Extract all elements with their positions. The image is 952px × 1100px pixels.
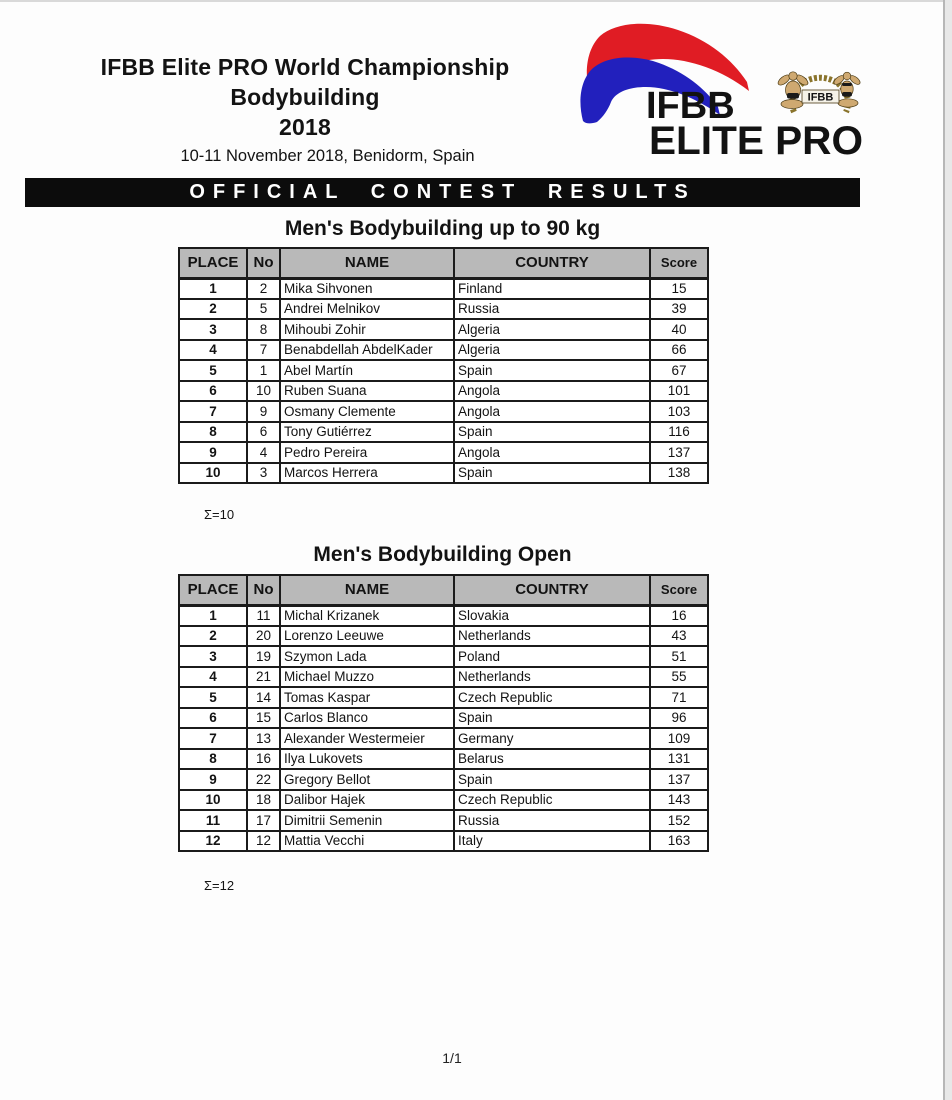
header-score: Score bbox=[650, 575, 708, 605]
name-cell: Mika Sihvonen bbox=[280, 278, 454, 299]
place-cell: 1 bbox=[179, 605, 247, 626]
place-cell: 2 bbox=[179, 626, 247, 647]
table-row bbox=[179, 381, 708, 402]
no-cell: 20 bbox=[247, 626, 280, 647]
results-table-90kg bbox=[178, 247, 709, 484]
score-cell: 116 bbox=[650, 422, 708, 443]
name-cell: Lorenzo Leeuwe bbox=[280, 626, 454, 647]
table-row bbox=[179, 749, 708, 770]
table-row bbox=[179, 646, 708, 667]
name-cell: Michal Krizanek bbox=[280, 605, 454, 626]
no-cell: 16 bbox=[247, 749, 280, 770]
name-cell: Osmany Clemente bbox=[280, 401, 454, 422]
name-cell: Pedro Pereira bbox=[280, 442, 454, 463]
score-cell: 137 bbox=[650, 442, 708, 463]
event-date-location: 10-11 November 2018, Benidorm, Spain bbox=[180, 147, 475, 165]
country-cell: Slovakia bbox=[454, 605, 650, 626]
name-cell: Tony Gutiérrez bbox=[280, 422, 454, 443]
table-row bbox=[179, 463, 708, 484]
results-table-open bbox=[178, 574, 709, 852]
table-row bbox=[179, 422, 708, 443]
score-cell: 55 bbox=[650, 667, 708, 688]
country-cell: Netherlands bbox=[454, 626, 650, 647]
table-row bbox=[179, 728, 708, 749]
no-cell: 13 bbox=[247, 728, 280, 749]
table-row bbox=[179, 401, 708, 422]
place-cell: 11 bbox=[179, 810, 247, 831]
country-cell: Spain bbox=[454, 769, 650, 790]
score-cell: 103 bbox=[650, 401, 708, 422]
score-cell: 39 bbox=[650, 299, 708, 320]
no-cell: 21 bbox=[247, 667, 280, 688]
country-cell: Angola bbox=[454, 442, 650, 463]
header-score: Score bbox=[650, 248, 708, 278]
country-cell: Czech Republic bbox=[454, 687, 650, 708]
place-cell: 7 bbox=[179, 728, 247, 749]
name-cell: Alexander Westermeier bbox=[280, 728, 454, 749]
table-row bbox=[179, 442, 708, 463]
score-cell: 137 bbox=[650, 769, 708, 790]
name-cell: Szymon Lada bbox=[280, 646, 454, 667]
country-cell: Algeria bbox=[454, 340, 650, 361]
score-cell: 152 bbox=[650, 810, 708, 831]
name-cell: Dalibor Hajek bbox=[280, 790, 454, 811]
logo-text-ifbb: IFBB bbox=[646, 85, 735, 127]
ifbb-emblem bbox=[776, 72, 861, 112]
name-cell: Marcos Herrera bbox=[280, 463, 454, 484]
country-cell: Italy bbox=[454, 831, 650, 852]
country-cell: Spain bbox=[454, 708, 650, 729]
table-row bbox=[179, 340, 708, 361]
country-cell: Czech Republic bbox=[454, 790, 650, 811]
score-cell: 138 bbox=[650, 463, 708, 484]
country-cell: Russia bbox=[454, 810, 650, 831]
place-cell: 8 bbox=[179, 422, 247, 443]
emblem-text-ifbb: IFBB bbox=[807, 91, 834, 104]
no-cell: 3 bbox=[247, 463, 280, 484]
table-row bbox=[179, 790, 708, 811]
place-cell: 3 bbox=[179, 319, 247, 340]
score-cell: 71 bbox=[650, 687, 708, 708]
no-cell: 4 bbox=[247, 442, 280, 463]
place-cell: 9 bbox=[179, 442, 247, 463]
ifbb-elite-pro-logo bbox=[576, 14, 878, 172]
table-row bbox=[179, 360, 708, 381]
score-cell: 143 bbox=[650, 790, 708, 811]
table1-title: Men's Bodybuilding up to 90 kg bbox=[284, 217, 601, 240]
official-results-banner: OFFICIAL CONTEST RESULTS bbox=[25, 178, 860, 207]
place-cell: 8 bbox=[179, 749, 247, 770]
no-cell: 15 bbox=[247, 708, 280, 729]
name-cell: Ilya Lukovets bbox=[280, 749, 454, 770]
country-cell: Angola bbox=[454, 381, 650, 402]
country-cell: Russia bbox=[454, 299, 650, 320]
place-cell: 4 bbox=[179, 340, 247, 361]
table-row bbox=[179, 278, 708, 299]
score-cell: 51 bbox=[650, 646, 708, 667]
no-cell: 2 bbox=[247, 278, 280, 299]
page-number: 1/1 bbox=[442, 1050, 462, 1066]
table-row bbox=[179, 605, 708, 626]
country-cell: Spain bbox=[454, 360, 650, 381]
place-cell: 10 bbox=[179, 790, 247, 811]
name-cell: Andrei Melnikov bbox=[280, 299, 454, 320]
place-cell: 4 bbox=[179, 667, 247, 688]
name-cell: Benabdellah AbdelKader bbox=[280, 340, 454, 361]
header-country: COUNTRY bbox=[454, 248, 650, 278]
scan-edge-right-line bbox=[943, 0, 945, 1100]
name-cell: Tomas Kaspar bbox=[280, 687, 454, 708]
score-cell: 67 bbox=[650, 360, 708, 381]
score-cell: 96 bbox=[650, 708, 708, 729]
score-cell: 101 bbox=[650, 381, 708, 402]
name-cell: Mattia Vecchi bbox=[280, 831, 454, 852]
country-cell: Finland bbox=[454, 278, 650, 299]
no-cell: 5 bbox=[247, 299, 280, 320]
place-cell: 10 bbox=[179, 463, 247, 484]
no-cell: 18 bbox=[247, 790, 280, 811]
country-cell: Germany bbox=[454, 728, 650, 749]
place-cell: 3 bbox=[179, 646, 247, 667]
header-place: PLACE bbox=[179, 575, 247, 605]
place-cell: 12 bbox=[179, 831, 247, 852]
no-cell: 12 bbox=[247, 831, 280, 852]
place-cell: 6 bbox=[179, 381, 247, 402]
table-row bbox=[179, 810, 708, 831]
no-cell: 17 bbox=[247, 810, 280, 831]
country-cell: Algeria bbox=[454, 319, 650, 340]
score-cell: 163 bbox=[650, 831, 708, 852]
table-row bbox=[179, 769, 708, 790]
table2-title: Men's Bodybuilding Open bbox=[313, 543, 572, 566]
table-row bbox=[179, 831, 708, 852]
name-cell: Dimitrii Semenin bbox=[280, 810, 454, 831]
document-title-line1: IFBB Elite PRO World Championship Bodybuilding bbox=[100, 54, 510, 110]
table-row bbox=[179, 626, 708, 647]
logo-text-elite-pro: ELITE PRO bbox=[649, 119, 863, 163]
no-cell: 11 bbox=[247, 605, 280, 626]
no-cell: 19 bbox=[247, 646, 280, 667]
name-cell: Ruben Suana bbox=[280, 381, 454, 402]
table-header-row bbox=[179, 248, 708, 278]
place-cell: 1 bbox=[179, 278, 247, 299]
place-cell: 5 bbox=[179, 687, 247, 708]
header-country: COUNTRY bbox=[454, 575, 650, 605]
table-row bbox=[179, 667, 708, 688]
no-cell: 22 bbox=[247, 769, 280, 790]
country-cell: Spain bbox=[454, 422, 650, 443]
name-cell: Michael Muzzo bbox=[280, 667, 454, 688]
table1-total: Σ=10 bbox=[204, 507, 235, 522]
name-cell: Gregory Bellot bbox=[280, 769, 454, 790]
table-row bbox=[179, 299, 708, 320]
no-cell: 14 bbox=[247, 687, 280, 708]
table2-total: Σ=12 bbox=[204, 878, 235, 893]
scan-edge-top bbox=[0, 0, 952, 2]
table-row bbox=[179, 708, 708, 729]
no-cell: 6 bbox=[247, 422, 280, 443]
score-cell: 66 bbox=[650, 340, 708, 361]
no-cell: 7 bbox=[247, 340, 280, 361]
header-no: No bbox=[247, 248, 280, 278]
table-row bbox=[179, 319, 708, 340]
score-cell: 43 bbox=[650, 626, 708, 647]
scan-edge-right bbox=[945, 0, 952, 1100]
score-cell: 16 bbox=[650, 605, 708, 626]
header-name: NAME bbox=[280, 248, 454, 278]
country-cell: Belarus bbox=[454, 749, 650, 770]
place-cell: 5 bbox=[179, 360, 247, 381]
header-place: PLACE bbox=[179, 248, 247, 278]
score-cell: 15 bbox=[650, 278, 708, 299]
document-title bbox=[30, 52, 580, 142]
score-cell: 131 bbox=[650, 749, 708, 770]
document-title-line2: 2018 bbox=[279, 114, 331, 140]
country-cell: Poland bbox=[454, 646, 650, 667]
place-cell: 9 bbox=[179, 769, 247, 790]
no-cell: 1 bbox=[247, 360, 280, 381]
name-cell: Carlos Blanco bbox=[280, 708, 454, 729]
country-cell: Angola bbox=[454, 401, 650, 422]
score-cell: 40 bbox=[650, 319, 708, 340]
logo-graphic bbox=[576, 14, 878, 172]
no-cell: 8 bbox=[247, 319, 280, 340]
header-no: No bbox=[247, 575, 280, 605]
country-cell: Netherlands bbox=[454, 667, 650, 688]
country-cell: Spain bbox=[454, 463, 650, 484]
no-cell: 10 bbox=[247, 381, 280, 402]
no-cell: 9 bbox=[247, 401, 280, 422]
name-cell: Abel Martín bbox=[280, 360, 454, 381]
place-cell: 7 bbox=[179, 401, 247, 422]
place-cell: 6 bbox=[179, 708, 247, 729]
score-cell: 109 bbox=[650, 728, 708, 749]
name-cell: Mihoubi Zohir bbox=[280, 319, 454, 340]
header-name: NAME bbox=[280, 575, 454, 605]
place-cell: 2 bbox=[179, 299, 247, 320]
table-row bbox=[179, 687, 708, 708]
table-header-row bbox=[179, 575, 708, 605]
